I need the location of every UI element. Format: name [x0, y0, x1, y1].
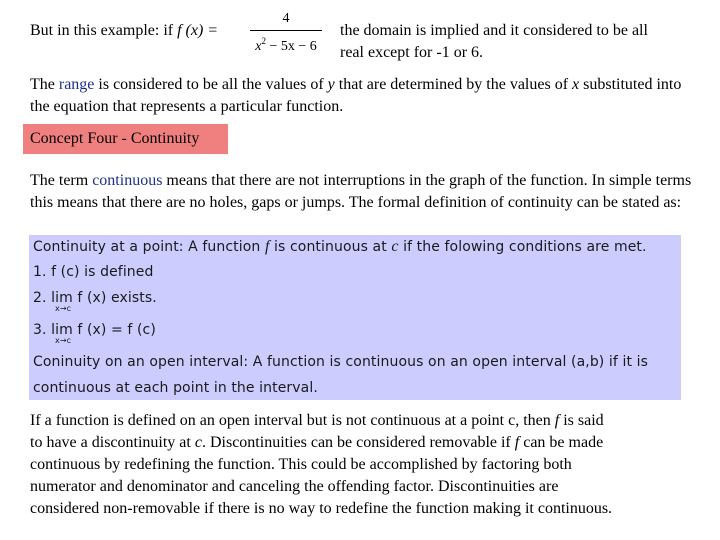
fraction-bar	[250, 30, 322, 31]
example-intro	[30, 20, 218, 42]
example-domain-text-2: real except for -1 or 6.	[340, 44, 484, 61]
definition-box	[29, 235, 681, 400]
concept-header-label: Concept Four - Continuity	[30, 130, 200, 147]
removable-paragraph	[30, 410, 700, 520]
definition-item-2: 2. lim x→c f (x) exists.	[33, 290, 157, 313]
fraction-denominator: $x^2 - 5x - 6$	[255, 36, 317, 54]
removable-line-1: If a function is defined on an open interval but is not continuous at a point c, then f is said	[30, 412, 604, 429]
removable-line-3: continuous by redefining the function. This could be accomplished by factoring both	[30, 456, 572, 473]
example-domain-text-1: the domain is implied and it considered to be all	[340, 22, 648, 39]
concept-header	[23, 124, 228, 154]
example-fraction	[248, 11, 324, 54]
removable-line-5: considered non-removable if there is no way to redefine the function making it continuous.	[30, 500, 613, 517]
definition-item-1: 1. f (c) is defined	[33, 264, 154, 280]
example-fx: f (x) =	[177, 22, 219, 39]
definition-item-3: 3. lim x→c f (x) = f (c)	[33, 322, 156, 345]
removable-line-4: numerator and denominator and canceling the offending factor. Discontinuities are	[30, 478, 559, 495]
fraction-numerator: 4	[282, 11, 290, 26]
definition-line-interval: Coninuity on an open interval: A function is continuous on an open interval (a,b) if it is	[33, 354, 649, 370]
continuous-term: continuous	[92, 172, 163, 189]
removable-line-2: to have a discontinuity at c. Discontinuities can be considered removable if f can be made	[30, 434, 604, 451]
definition-line-point: Continuity at a point: A function f is continuous at c if the folowing conditions are met.	[33, 238, 647, 255]
range-term: range	[58, 76, 95, 93]
range-paragraph: The range is considered to be all the values of y that are determined by the values of x substituted into the equation that represents a particular function.	[30, 76, 682, 115]
example-intro-text: But in this example: if	[30, 22, 178, 39]
continuity-paragraph: The term continuous means that there are not interruptions in the graph of the function. In simple terms this means that there are no holes, gaps or jumps. The formal definition of continuity can be stated as:	[30, 172, 692, 211]
definition-line-interval-2: continuous at each point in the interval.	[33, 380, 318, 396]
